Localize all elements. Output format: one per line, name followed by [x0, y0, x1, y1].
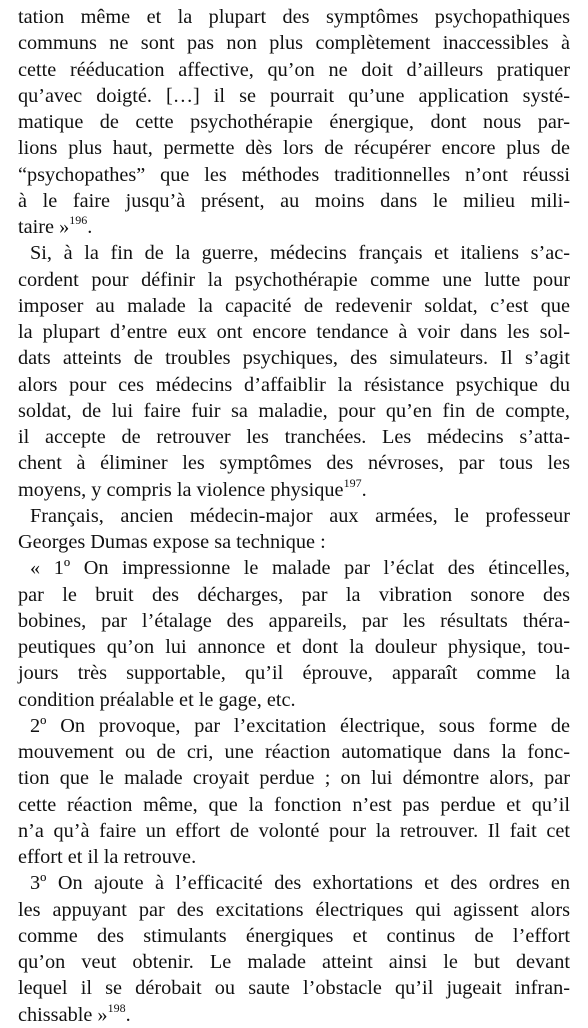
line-text: comme des stimulants énergiques et continus de l’effort [18, 924, 570, 947]
line-text: tation même et la plupart des symptômes psychopathiques [18, 6, 570, 28]
text-line [18, 739, 570, 765]
text-line [18, 4, 570, 30]
footnote-marker: 197 [343, 475, 362, 490]
footnote-marker: 198 [107, 1000, 126, 1015]
text-line [18, 923, 570, 949]
line-text: condition préalable et le gage, etc. [18, 688, 296, 711]
line-text: soldat, de lui faire fuir sa maladie, pour qu’en fin de compte, [18, 399, 570, 422]
footnote-marker: 196 [69, 213, 88, 227]
document-page [18, 4, 570, 1028]
line-text: par le bruit des décharges, par la vibration sonore des [18, 583, 570, 606]
text-line [18, 818, 570, 844]
line-text: moyens, y compris la violence physique [18, 478, 344, 501]
line-text: imposer au malade la capacité de redevenir soldat, c’est que [18, 294, 570, 317]
line-text: peutiques qu’on lui annonce et dont la douleur physique, tou- [18, 636, 570, 658]
text-line [18, 555, 570, 581]
line-end-punctuation: . [125, 1003, 131, 1026]
line-text: matique de cette psychothérapie énergique, dont nous par- [18, 111, 570, 133]
text-line [18, 267, 570, 293]
text-line [18, 608, 570, 634]
line-text: effort et il la retrouve. [18, 846, 197, 868]
paragraph-quote-end [18, 4, 570, 240]
line-text: qu’on veut obtenir. Le malade atteint ainsi le but devant [18, 951, 570, 973]
line-end-punctuation: . [361, 478, 367, 501]
text-line [18, 345, 570, 371]
paragraph-quote-point-3 [18, 870, 570, 1028]
text-line [18, 634, 570, 660]
text-line [18, 293, 570, 319]
paragraph-paragraph-doctors [18, 240, 570, 503]
text-line [18, 109, 570, 135]
text-line [18, 135, 570, 161]
line-text: 3º On ajoute à l’efficacité des exhortations et des ordres en [30, 872, 570, 895]
line-text: lions plus haut, permette dès lors de récupérer encore plus de [18, 137, 570, 160]
text-line [18, 660, 570, 686]
line-text: bobines, par l’étalage des appareils, par les résultats théra- [18, 609, 570, 632]
paragraph-paragraph-dumas [18, 503, 570, 556]
text-line [18, 844, 570, 870]
text-line [18, 319, 570, 345]
line-text: la plupart d’entre eux ont encore tendance à voir dans les sol- [18, 321, 570, 343]
line-text: n’a qu’à faire un effort de volonté pour la retrouver. Il fait cet [18, 819, 570, 842]
text-line [18, 503, 570, 529]
text-line [18, 1002, 570, 1028]
line-text: “psychopathes” que les méthodes traditionnelles n’ont réussi [18, 163, 570, 186]
text-line [18, 424, 570, 450]
text-line [18, 897, 570, 923]
line-text: Si, à la fin de la guerre, médecins français et italiens s’ac- [30, 242, 570, 265]
line-text: « 1º On impressionne le malade par l’éclat des étincelles, [30, 557, 570, 580]
line-text: à le faire jusqu’à présent, au moins dans le milieu mili- [18, 189, 570, 212]
text-line [18, 450, 570, 476]
line-text: lequel il se dérobait ou saute l’obstacle qu’il jugeait infran- [18, 977, 570, 1000]
line-text: chent à éliminer les symptômes des névroses, par tous les [18, 452, 570, 475]
text-line [18, 30, 570, 56]
line-text: mouvement ou de cri, une réaction automatique dans la fonc- [18, 741, 570, 763]
line-text: cette réaction même, que la fonction n’est pas perdue et qu’il [18, 793, 570, 816]
line-text: cordent pour définir la psychothérapie comme une lutte pour [18, 268, 570, 291]
paragraph-quote-point-1 [18, 555, 570, 713]
line-text: dats atteints de troubles psychiques, des simulateurs. Il s’agit [18, 347, 570, 370]
line-text: les appuyant par des excitations électriques qui agissent alors [18, 898, 570, 921]
text-line [18, 398, 570, 424]
text-line [18, 582, 570, 608]
line-text: taire » [18, 216, 70, 238]
line-text: Français, ancien médecin-major aux armées, le professeur [30, 504, 570, 527]
paragraph-quote-point-2 [18, 713, 570, 871]
text-line [18, 792, 570, 818]
text-line [18, 57, 570, 83]
text-line [18, 240, 570, 266]
text-line [18, 765, 570, 791]
text-line [18, 83, 570, 109]
line-end-punctuation: . [87, 216, 93, 238]
line-text: il accepte de retrouver les tranchées. Les médecins s’atta- [18, 426, 570, 448]
text-line [18, 713, 570, 739]
line-text: communs ne sont pas non plus complètement inaccessibles à [18, 32, 570, 55]
text-line [18, 372, 570, 398]
line-text: 2º On provoque, par l’excitation électrique, sous forme de [30, 714, 570, 737]
line-text: qu’avec doigté. […] il se pourrait qu’une application systé- [18, 84, 570, 107]
text-line [18, 870, 570, 896]
text-line [18, 949, 570, 975]
line-text: chissable » [18, 1003, 108, 1026]
line-text: tion que le malade croyait perdue ; on lui démontre alors, par [18, 767, 570, 790]
text-line [18, 477, 570, 503]
text-line [18, 975, 570, 1001]
line-text: jours très supportable, qu’il éprouve, apparaît comme la [18, 662, 570, 685]
text-line [18, 162, 570, 188]
text-line [18, 529, 570, 555]
text-line [18, 188, 570, 214]
line-text: alors pour ces médecins d’affaiblir la résistance psychique du [18, 373, 570, 396]
line-text: Georges Dumas expose sa technique : [18, 531, 326, 553]
text-line [18, 687, 570, 713]
line-text: cette rééducation affective, qu’on ne doit d’ailleurs pratiquer [18, 58, 570, 81]
text-line [18, 214, 570, 240]
